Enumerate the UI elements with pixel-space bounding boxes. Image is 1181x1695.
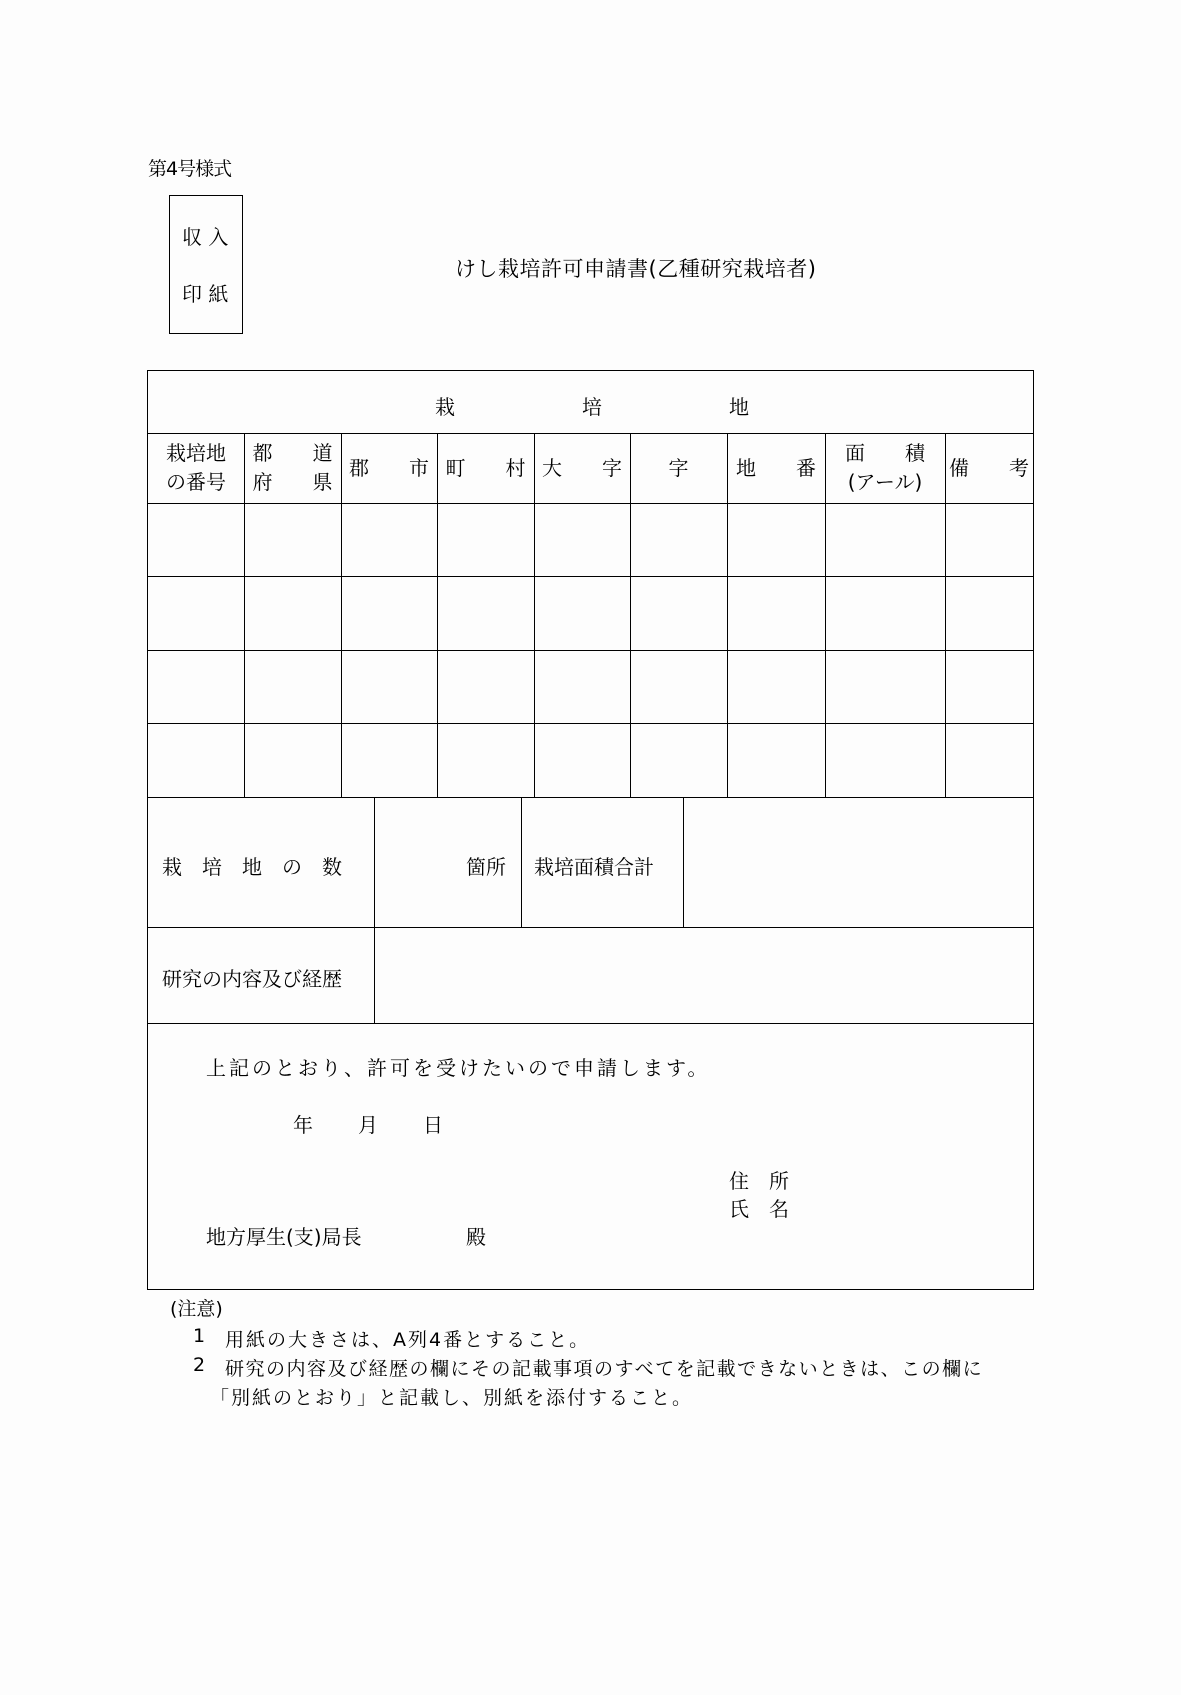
- research-label: 研究の内容及び経歴: [162, 967, 342, 991]
- declaration-statement: 上記のとおり、許可を受けたいので申請します。: [206, 1056, 711, 1080]
- table-row: [148, 504, 1033, 576]
- honorific: 殿: [466, 1225, 486, 1249]
- col-header-line: 府 県: [252, 470, 333, 494]
- col-header-line: (アール): [847, 470, 923, 494]
- note-2-continuation: 「別紙のとおり」と記載し、別紙を添付すること。: [210, 1387, 694, 1409]
- col-header-line: 都 道: [252, 441, 333, 465]
- section-header-char-3: 地: [729, 395, 749, 419]
- col-header-line: 地 番: [736, 456, 816, 480]
- address-label: 住 所: [729, 1169, 789, 1193]
- col-header-county-city: [341, 454, 437, 483]
- col-header-area: [825, 439, 945, 497]
- col-header-lot-number: [727, 454, 825, 483]
- col-header-line: 郡 市: [349, 456, 429, 480]
- name-label: 氏 名: [729, 1197, 789, 1221]
- col-header-oaza: [534, 454, 630, 483]
- total-area-label: 栽培面積合計: [534, 855, 654, 879]
- col-header-line: 面 積: [845, 441, 925, 465]
- col-header-line: 備 考: [949, 456, 1029, 480]
- date-year-label: 年: [293, 1113, 313, 1137]
- plot-count-label: 栽 培 地 の 数: [162, 855, 342, 879]
- col-header-line: 町 村: [445, 456, 526, 480]
- stamp-label-line1: 収 入: [182, 225, 229, 249]
- plot-count-unit: 箇所: [466, 855, 506, 879]
- date-month-label: 月: [358, 1113, 378, 1137]
- document-title: けし栽培許可申請書(乙種研究栽培者): [455, 257, 817, 281]
- col-header-line: 大 字: [542, 456, 622, 480]
- note-1-number: 1: [193, 1325, 206, 1347]
- form-number: 第4号様式: [148, 158, 232, 180]
- col-header-aza: [630, 454, 727, 483]
- addressee: 地方厚生(支)局長: [206, 1225, 362, 1249]
- note-2-number: 2: [193, 1354, 206, 1376]
- table-row: [148, 651, 1033, 723]
- table-row: [148, 577, 1033, 649]
- revenue-stamp-box: [169, 195, 243, 334]
- col-header-line: 栽培地: [166, 441, 226, 465]
- col-header-line: 字: [668, 456, 689, 480]
- stamp-label-line2: 印 紙: [182, 282, 229, 306]
- date-day-label: 日: [423, 1113, 443, 1137]
- application-form-table: [147, 370, 1034, 1290]
- col-header-plot-number: [148, 439, 244, 497]
- col-header-line: の番号: [166, 470, 226, 494]
- note-1-text: 用紙の大きさは、A列4番とすること。: [225, 1329, 591, 1351]
- col-header-remarks: [945, 454, 1033, 483]
- section-header-char-1: 栽: [435, 395, 455, 419]
- section-header-char-2: 培: [582, 395, 602, 419]
- notes-heading: (注意): [170, 1298, 223, 1320]
- table-row: [148, 724, 1033, 796]
- note-2-text: 研究の内容及び経歴の欄にその記載事項のすべてを記載できないときは、この欄に: [225, 1358, 984, 1380]
- col-header-town-village: [437, 454, 534, 483]
- col-header-prefecture: [244, 439, 341, 497]
